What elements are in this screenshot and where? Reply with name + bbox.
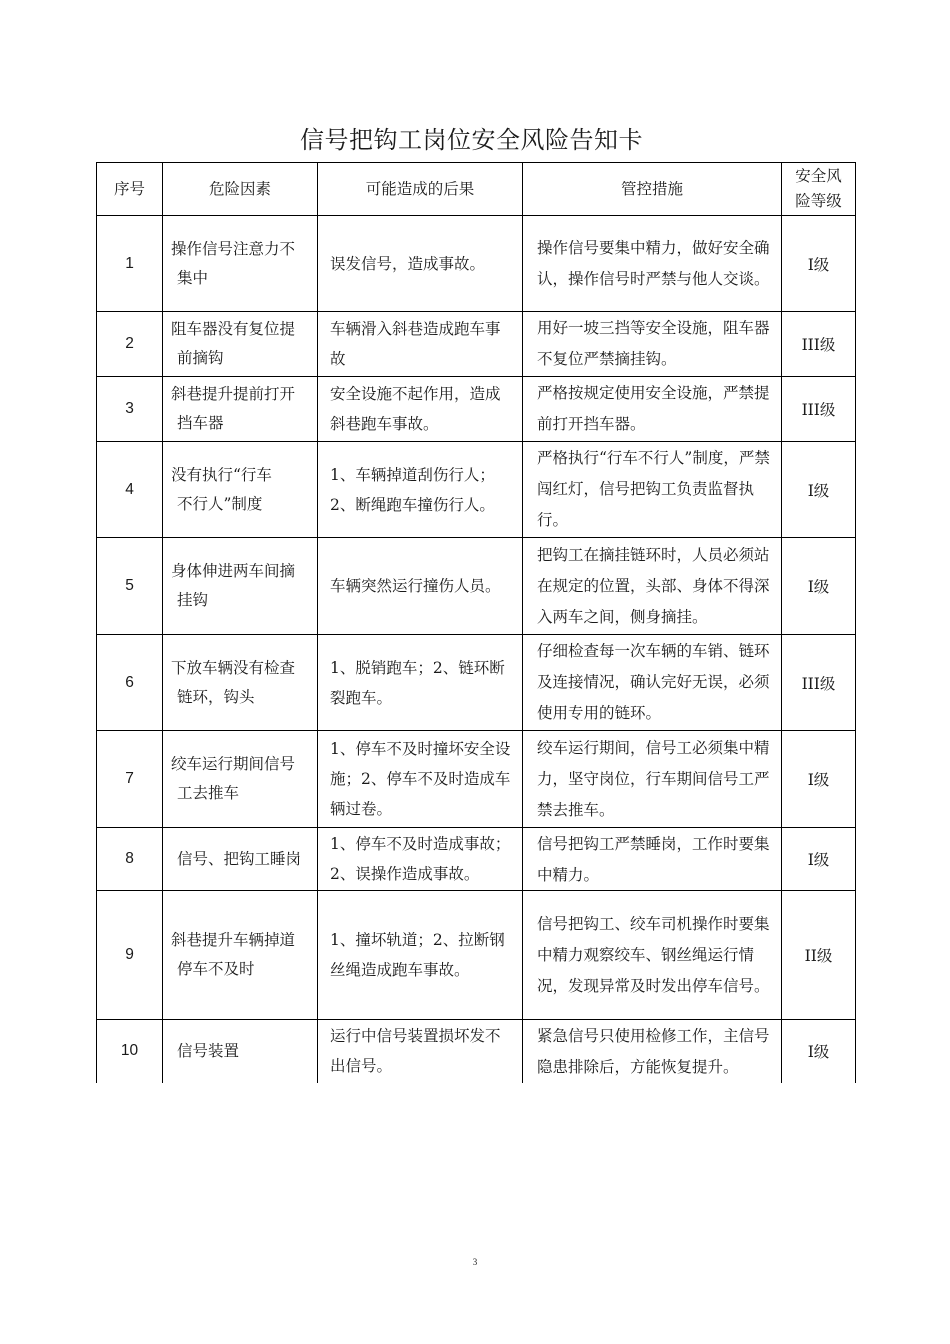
consequence-cell: 1、停车不及时造成事故；2、误操作造成事故。 — [318, 828, 523, 891]
hazard-cell — [163, 377, 318, 442]
consequence-cell: 1、脱销跑车；2、链环断裂跑车。 — [318, 635, 523, 731]
table-row — [97, 442, 856, 538]
consequence-cell: 1、停车不及时撞坏安全设施；2、停车不及时造成车辆过卷。 — [318, 731, 523, 828]
hazard-line-1: 没有执行“行车 — [171, 465, 272, 484]
table-header-row — [97, 163, 856, 216]
risk-level: III级 — [782, 312, 856, 377]
table-row — [97, 635, 856, 731]
hazard-line-1: 信号装置 — [177, 1042, 240, 1061]
hazard-cell — [163, 731, 318, 828]
hazard-line-2: 前摘钩 — [177, 349, 224, 367]
consequence-cell: 车辆突然运行撞伤人员。 — [318, 538, 523, 635]
hazard-line-2: 不行人”制度 — [177, 494, 263, 513]
risk-level: I级 — [782, 1020, 856, 1083]
hazard-cell — [163, 891, 318, 1020]
hazard-line-2: 停车不及时 — [177, 960, 255, 978]
consequence-cell: 1、撞坏轨道；2、拉断钢丝绳造成跑车事故。 — [318, 891, 523, 1020]
measures-cell: 严格按规定使用安全设施，严禁提前打开挡车器。 — [523, 377, 782, 442]
table-row — [97, 312, 856, 377]
consequence-cell: 运行中信号装置损坏发不出信号。 — [318, 1020, 523, 1083]
consequence-cell: 车辆滑入斜巷造成跑车事故 — [318, 312, 523, 377]
row-number: 5 — [97, 538, 163, 635]
table-row — [97, 731, 856, 828]
measures-cell: 操作信号要集中精力，做好安全确认，操作信号时严禁与他人交谈。 — [523, 216, 782, 312]
table-row — [97, 216, 856, 312]
header-consequence: 可能造成的后果 — [318, 163, 523, 216]
hazard-line-1: 下放车辆没有检查 — [171, 658, 296, 677]
hazard-cell — [163, 828, 318, 891]
table-row — [97, 377, 856, 442]
table-row — [97, 891, 856, 1020]
row-number: 2 — [97, 312, 163, 377]
risk-level: I级 — [782, 538, 856, 635]
hazard-line-2: 工去推车 — [177, 784, 240, 802]
consequence-cell: 1、车辆掉道刮伤行人；2、断绳跑车撞伤行人。 — [318, 442, 523, 538]
row-number: 8 — [97, 828, 163, 891]
hazard-cell — [163, 635, 318, 731]
measures-cell: 严格执行“行车不行人”制度，严禁闯红灯，信号把钩工负责监督执行。 — [523, 442, 782, 538]
hazard-line-1: 斜巷提升车辆掉道 — [171, 931, 296, 949]
hazard-line-1: 信号、把钩工睡岗 — [177, 850, 302, 868]
risk-table — [96, 162, 856, 1083]
row-number: 6 — [97, 635, 163, 731]
hazard-line-1: 操作信号注意力不 — [171, 239, 296, 258]
consequence-cell: 安全设施不起作用，造成斜巷跑车事故。 — [318, 377, 523, 442]
measures-cell: 信号把钩工、绞车司机操作时要集中精力观察绞车、钢丝绳运行情况，发现异常及时发出停车信号。 — [523, 891, 782, 1020]
risk-level: III级 — [782, 377, 856, 442]
hazard-line-1: 阻车器没有复位提 — [171, 320, 296, 338]
hazard-cell — [163, 1020, 318, 1083]
risk-level: I级 — [782, 731, 856, 828]
table-row — [97, 538, 856, 635]
row-number: 10 — [97, 1020, 163, 1083]
measures-cell: 绞车运行期间，信号工必须集中精力，坚守岗位，行车期间信号工严禁去推车。 — [523, 731, 782, 828]
hazard-line-1: 身体伸进两车间摘 — [171, 562, 296, 580]
hazard-line-2: 链环，钩头 — [177, 687, 255, 706]
measures-cell: 把钩工在摘挂链环时，人员必须站在规定的位置，头部、身体不得深入两车之间，侧身摘挂。 — [523, 538, 782, 635]
table-row — [97, 1020, 856, 1083]
header-no: 序号 — [97, 163, 163, 216]
hazard-cell — [163, 312, 318, 377]
risk-level: III级 — [782, 635, 856, 731]
hazard-line-1: 斜巷提升提前打开 — [171, 385, 296, 403]
measures-cell: 信号把钩工严禁睡岗，工作时要集中精力。 — [523, 828, 782, 891]
page-number: 3 — [472, 1257, 478, 1267]
page-title: 信号把钩工岗位安全风险告知卡 — [300, 126, 643, 154]
hazard-line-1: 绞车运行期间信号 — [171, 755, 296, 773]
hazard-line-2: 挡车器 — [177, 414, 224, 432]
row-number: 3 — [97, 377, 163, 442]
header-level: 安全风险等级 — [782, 163, 856, 216]
risk-level: I级 — [782, 216, 856, 312]
table-row — [97, 828, 856, 891]
hazard-line-2: 挂钩 — [177, 591, 209, 609]
hazard-cell — [163, 442, 318, 538]
risk-level: I级 — [782, 442, 856, 538]
risk-level: I级 — [782, 828, 856, 891]
measures-cell: 用好一坡三挡等安全设施，阻车器不复位严禁摘挂钩。 — [523, 312, 782, 377]
row-number: 7 — [97, 731, 163, 828]
consequence-cell: 误发信号，造成事故。 — [318, 216, 523, 312]
measures-cell: 仔细检查每一次车辆的车销、链环及连接情况，确认完好无误，必须使用专用的链环。 — [523, 635, 782, 731]
row-number: 1 — [97, 216, 163, 312]
header-measures: 管控措施 — [523, 163, 782, 216]
row-number: 4 — [97, 442, 163, 538]
hazard-cell — [163, 538, 318, 635]
header-hazard: 危险因素 — [163, 163, 318, 216]
risk-level: II级 — [782, 891, 856, 1020]
row-number: 9 — [97, 891, 163, 1020]
hazard-cell — [163, 216, 318, 312]
hazard-line-2: 集中 — [177, 268, 209, 287]
measures-cell: 紧急信号只使用检修工作，主信号隐患排除后，方能恢复提升。 — [523, 1020, 782, 1083]
